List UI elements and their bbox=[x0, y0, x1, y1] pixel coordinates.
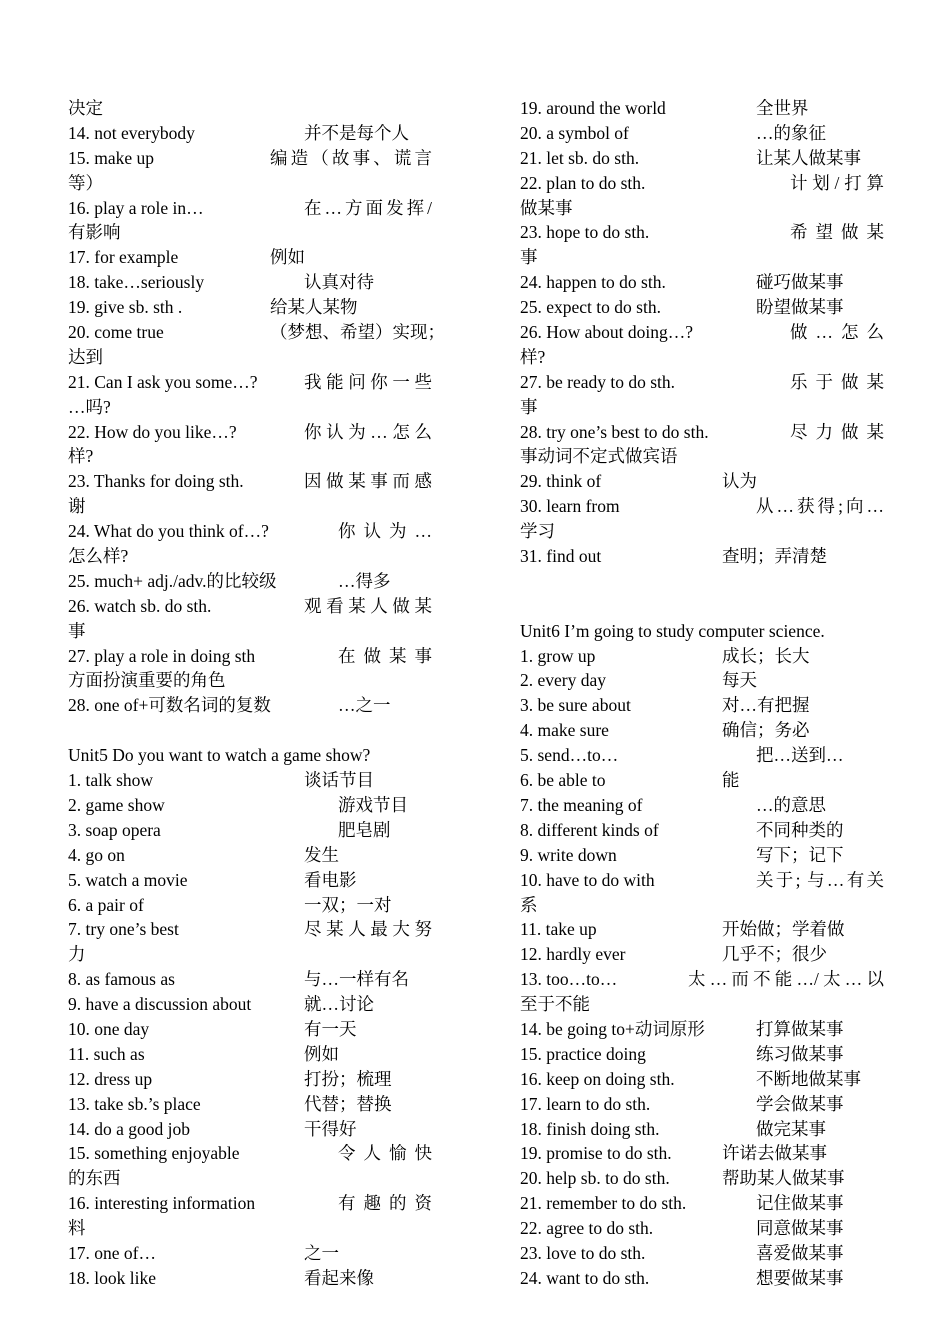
list-item bbox=[520, 420, 884, 445]
meaning-text: 观看某人做某 bbox=[304, 595, 432, 616]
list-item bbox=[520, 395, 884, 420]
list-item bbox=[68, 1117, 432, 1142]
list-item bbox=[68, 420, 432, 445]
phrase-text: 27. play a role in doing sth bbox=[68, 645, 256, 666]
meaning-text: 认真对待 bbox=[304, 272, 374, 293]
list-item bbox=[520, 96, 884, 121]
phrase-text: 14. not everybody bbox=[68, 122, 195, 143]
phrase-text: 4. go on bbox=[68, 844, 125, 865]
meaning-text: 令人愉快 bbox=[338, 1143, 432, 1164]
list-item bbox=[520, 519, 884, 544]
right-column bbox=[520, 96, 884, 1291]
phrase-text: 8. as famous as bbox=[68, 969, 175, 990]
phrase-text: 19. promise to do sth. bbox=[520, 1143, 672, 1164]
list-item bbox=[68, 220, 432, 245]
list-item bbox=[68, 494, 432, 519]
phrase-text: 18. take…seriously bbox=[68, 272, 205, 293]
phrase-text: 有影响 bbox=[68, 222, 121, 243]
phrase-text: 24. want to do sth. bbox=[520, 1267, 650, 1288]
phrase-text: 怎么样? bbox=[68, 546, 129, 567]
phrase-text: 20. a symbol of bbox=[520, 122, 629, 143]
list-item bbox=[68, 519, 432, 544]
list-item bbox=[520, 818, 884, 843]
list-item bbox=[520, 768, 884, 793]
phrase-text: 5. send…to… bbox=[520, 745, 619, 766]
meaning-text: …的象征 bbox=[756, 122, 826, 143]
phrase-text: 1. talk show bbox=[68, 770, 154, 791]
meaning-text: 你认为…怎么 bbox=[304, 421, 432, 442]
phrase-text: 23. hope to do sth. bbox=[520, 222, 650, 243]
list-item bbox=[520, 469, 884, 494]
list-item bbox=[68, 1092, 432, 1117]
list-item bbox=[68, 1141, 432, 1166]
meaning-text: …之一 bbox=[338, 695, 391, 716]
phrase-text: 17. for example bbox=[68, 247, 179, 268]
phrase-text: 谢 bbox=[68, 496, 86, 517]
phrase-text: 达到 bbox=[68, 346, 103, 367]
phrase-text: 15. something enjoyable bbox=[68, 1143, 240, 1164]
list-item bbox=[520, 793, 884, 818]
list-item bbox=[68, 96, 432, 121]
phrase-text: 22. How do you like…? bbox=[68, 421, 237, 442]
list-item bbox=[68, 868, 432, 893]
phrase-text: 21. let sb. do sth. bbox=[520, 147, 640, 168]
phrase-text: 10. have to do with bbox=[520, 869, 655, 890]
unit5-heading: Unit5 Do you want to watch a game show? bbox=[68, 745, 371, 766]
meaning-text: 计划/打算 bbox=[790, 172, 884, 193]
meaning-text: 写下；记下 bbox=[756, 844, 844, 865]
meaning-text: 给某人某物 bbox=[270, 297, 358, 318]
meaning-text: 因做某事而感 bbox=[304, 471, 432, 492]
list-item bbox=[68, 917, 432, 942]
list-item bbox=[520, 245, 884, 270]
meaning-text: 尽某人最大努 bbox=[304, 919, 432, 940]
list-item bbox=[68, 171, 432, 196]
phrase-text: 事 bbox=[68, 620, 86, 641]
phrase-text: 7. the meaning of bbox=[520, 794, 643, 815]
meaning-text: 能 bbox=[722, 770, 740, 791]
list-item bbox=[68, 1241, 432, 1266]
list-item bbox=[68, 320, 445, 345]
list-item bbox=[520, 220, 884, 245]
phrase-text: 12. dress up bbox=[68, 1068, 153, 1089]
list-item bbox=[68, 1216, 432, 1241]
list-item bbox=[68, 196, 432, 221]
list-item bbox=[520, 494, 884, 519]
list-item bbox=[68, 295, 432, 320]
meaning-text: 做完某事 bbox=[756, 1118, 826, 1139]
list-item bbox=[520, 544, 884, 569]
list-item bbox=[520, 992, 884, 1017]
meaning-text: 盼望做某事 bbox=[756, 297, 844, 318]
phrase-text: 样? bbox=[68, 446, 94, 467]
list-item bbox=[68, 967, 432, 992]
phrase-text: 力 bbox=[68, 944, 86, 965]
meaning-text: 练习做某事 bbox=[756, 1043, 844, 1064]
phrase-text: 19. give sb. sth . bbox=[68, 297, 183, 318]
phrase-text: 16. interesting information bbox=[68, 1193, 256, 1214]
meaning-text: 许诺去做某事 bbox=[722, 1143, 827, 1164]
phrase-text: 5. watch a movie bbox=[68, 869, 188, 890]
unit6-heading: Unit6 I’m going to study computer science. bbox=[520, 620, 825, 641]
meaning-text: 全世界 bbox=[756, 98, 809, 118]
list-item bbox=[68, 668, 432, 693]
phrase-text: 14. be going to+动词原形 bbox=[520, 1018, 705, 1039]
meaning-text: …得多 bbox=[338, 570, 391, 591]
list-item bbox=[68, 893, 432, 918]
phrase-text: 17. one of… bbox=[68, 1242, 156, 1263]
meaning-text: 太…而不能…/太…以 bbox=[688, 969, 884, 990]
list-item bbox=[68, 793, 432, 818]
phrase-text: 2. every day bbox=[520, 670, 607, 691]
meaning-text: 乐于做某 bbox=[790, 371, 884, 392]
meaning-text: 肥皂剧 bbox=[338, 819, 391, 840]
meaning-text: 从…获得;向… bbox=[756, 496, 884, 517]
list-item bbox=[68, 1191, 432, 1216]
phrase-text: 3. soap opera bbox=[68, 819, 161, 840]
phrase-text: 21. Can I ask you some…? bbox=[68, 371, 258, 392]
list-item bbox=[68, 1017, 432, 1042]
list-item bbox=[68, 245, 432, 270]
phrase-text: 样? bbox=[520, 346, 546, 367]
list-item bbox=[520, 718, 884, 743]
meaning-text: 记住做某事 bbox=[756, 1193, 844, 1214]
list-item bbox=[520, 196, 884, 221]
meaning-text: 关于; 与…有关 bbox=[756, 869, 884, 890]
phrase-text: 30. learn from bbox=[520, 496, 620, 517]
meaning-text: 看起来像 bbox=[304, 1267, 374, 1288]
list-item bbox=[68, 469, 432, 494]
meaning-text: 谈话节目 bbox=[304, 770, 374, 791]
list-item bbox=[520, 345, 884, 370]
meaning-text: 同意做某事 bbox=[756, 1218, 844, 1239]
list-item bbox=[520, 743, 884, 768]
list-item bbox=[520, 1067, 884, 1092]
meaning-text: 例如 bbox=[270, 247, 305, 268]
list-item bbox=[68, 1166, 432, 1191]
meaning-text: 打算做某事 bbox=[756, 1018, 844, 1039]
meaning-text: 喜爱做某事 bbox=[756, 1242, 844, 1263]
phrase-text: 25. much+ adj./adv.的比较级 bbox=[68, 570, 277, 591]
phrase-text: 8. different kinds of bbox=[520, 819, 659, 840]
list-item bbox=[520, 270, 884, 295]
phrase-text: 25. expect to do sth. bbox=[520, 297, 661, 318]
meaning-text: （梦想、希望）实现； bbox=[270, 322, 445, 343]
list-item bbox=[520, 893, 884, 918]
meaning-text: 例如 bbox=[304, 1043, 339, 1064]
phrase-text: 3. be sure about bbox=[520, 695, 631, 716]
meaning-text: 并不是每个人 bbox=[304, 122, 409, 143]
list-item bbox=[520, 295, 884, 320]
list-item bbox=[68, 270, 432, 295]
list-item bbox=[68, 569, 432, 594]
meaning-text: 认为 bbox=[722, 471, 757, 492]
phrase-text: 1. grow up bbox=[520, 645, 596, 666]
meaning-text: 就…讨论 bbox=[304, 994, 374, 1015]
meaning-text: 做…怎么 bbox=[790, 322, 884, 343]
list-item bbox=[520, 171, 884, 196]
phrase-text: 24. happen to do sth. bbox=[520, 272, 666, 293]
phrase-text: 事动词不定式做宾语 bbox=[520, 446, 678, 467]
list-item bbox=[68, 121, 432, 146]
meaning-text: 看电影 bbox=[304, 869, 357, 890]
list-item bbox=[520, 1017, 884, 1042]
phrase-text: 19. around the world bbox=[520, 98, 666, 118]
meaning-text: 不断地做某事 bbox=[756, 1068, 861, 1089]
list-item bbox=[520, 668, 884, 693]
meaning-text: 有一天 bbox=[304, 1018, 357, 1039]
list-item bbox=[68, 1042, 432, 1067]
list-item bbox=[520, 967, 884, 992]
list-item bbox=[520, 320, 884, 345]
meaning-text: 与…一样有名 bbox=[304, 969, 409, 990]
list-item bbox=[520, 1216, 884, 1241]
phrase-text: 系 bbox=[520, 894, 538, 915]
meaning-text: 打扮；梳理 bbox=[304, 1068, 392, 1089]
meaning-text: 学会做某事 bbox=[756, 1093, 844, 1114]
meaning-text: 开始做；学着做 bbox=[722, 919, 845, 940]
meaning-text: 干得好 bbox=[304, 1118, 357, 1139]
meaning-text: 有趣的资 bbox=[338, 1193, 432, 1214]
meaning-text: 一双；一对 bbox=[304, 894, 392, 915]
meaning-text: 对…有把握 bbox=[722, 695, 810, 716]
phrase-text: 做某事 bbox=[520, 197, 573, 218]
phrase-text: 13. take sb.’s place bbox=[68, 1093, 201, 1114]
phrase-text: 等） bbox=[68, 172, 103, 193]
meaning-text: 我能问你一些 bbox=[304, 371, 432, 392]
phrase-text: 9. have a discussion about bbox=[68, 994, 252, 1015]
list-item bbox=[520, 868, 884, 893]
phrase-text: 学习 bbox=[520, 521, 555, 542]
phrase-text: 20. help sb. to do sth. bbox=[520, 1168, 670, 1189]
phrase-text: 14. do a good job bbox=[68, 1118, 191, 1139]
list-item bbox=[520, 942, 884, 967]
list-item bbox=[520, 1266, 884, 1291]
list-item bbox=[520, 693, 884, 718]
list-item bbox=[520, 843, 884, 868]
spacer bbox=[68, 718, 432, 743]
list-item bbox=[520, 644, 884, 669]
list-item bbox=[520, 121, 884, 146]
list-item bbox=[68, 843, 432, 868]
list-item bbox=[68, 619, 432, 644]
meaning-text: 想要做某事 bbox=[756, 1267, 844, 1288]
phrase-text: 11. take up bbox=[520, 919, 597, 940]
spacer bbox=[520, 569, 884, 594]
meaning-text: 你认为… bbox=[338, 521, 432, 542]
phrase-text: 事 bbox=[520, 247, 538, 268]
phrase-text: 23. Thanks for doing sth. bbox=[68, 471, 244, 492]
phrase-text: 的东西 bbox=[68, 1168, 121, 1189]
list-item bbox=[68, 768, 432, 793]
phrase-text: 12. hardly ever bbox=[520, 944, 626, 965]
meaning-text: 游戏节目 bbox=[338, 794, 408, 815]
phrase-text: 20. come true bbox=[68, 322, 164, 343]
meaning-text: 帮助某人做某事 bbox=[722, 1168, 845, 1189]
phrase-text: 28. one of+可数名词的复数 bbox=[68, 695, 271, 716]
phrase-text: 27. be ready to do sth. bbox=[520, 371, 676, 392]
phrase-text: 6. be able to bbox=[520, 770, 606, 791]
meaning-text: 查明；弄清楚 bbox=[722, 546, 827, 567]
phrase-text: 22. agree to do sth. bbox=[520, 1218, 654, 1239]
list-item bbox=[68, 942, 432, 967]
list-item bbox=[520, 1092, 884, 1117]
phrase-text: 11. such as bbox=[68, 1043, 145, 1064]
meaning-text: 几乎不；很少 bbox=[722, 944, 827, 965]
meaning-text: 成长；长大 bbox=[722, 645, 810, 666]
phrase-text: 29. think of bbox=[520, 471, 602, 492]
meaning-text: 每天 bbox=[722, 670, 757, 691]
phrase-text: 7. try one’s best bbox=[68, 919, 179, 940]
left-column bbox=[68, 96, 445, 1291]
meaning-text: 编造（故事、谎言 bbox=[270, 147, 432, 168]
spacer bbox=[520, 594, 884, 619]
meaning-text: 之一 bbox=[304, 1242, 339, 1263]
phrase-text: 17. learn to do sth. bbox=[520, 1093, 651, 1114]
meaning-text: 碰巧做某事 bbox=[756, 272, 844, 293]
phrase-text: 料 bbox=[68, 1218, 86, 1239]
phrase-text: 26. How about doing…? bbox=[520, 322, 694, 343]
list-item bbox=[68, 146, 432, 171]
list-item bbox=[68, 594, 432, 619]
meaning-text: 尽力做某 bbox=[790, 421, 884, 442]
list-item bbox=[68, 395, 432, 420]
list-item bbox=[520, 1191, 884, 1216]
meaning-text: 不同种类的 bbox=[756, 819, 844, 840]
phrase-text: 事 bbox=[520, 396, 538, 417]
meaning-text: 发生 bbox=[304, 844, 339, 865]
list-item bbox=[520, 917, 884, 942]
phrase-text: 16. play a role in… bbox=[68, 197, 204, 218]
phrase-text: 28. try one’s best to do sth. bbox=[520, 421, 709, 442]
list-item bbox=[68, 370, 432, 395]
phrase-text: 21. remember to do sth. bbox=[520, 1193, 687, 1214]
list-item bbox=[68, 992, 432, 1017]
phrase-text: 26. watch sb. do sth. bbox=[68, 595, 212, 616]
meaning-text: 把…送到… bbox=[756, 745, 844, 766]
phrase-text: 决定 bbox=[68, 98, 103, 118]
meaning-text: 希望做某 bbox=[790, 222, 884, 243]
phrase-text: 15. practice doing bbox=[520, 1043, 646, 1064]
list-item bbox=[68, 544, 432, 569]
phrase-text: 31. find out bbox=[520, 546, 602, 567]
meaning-text: 在…方面发挥/ bbox=[304, 197, 432, 218]
meaning-text: 确信；务必 bbox=[722, 720, 810, 741]
list-item bbox=[68, 345, 432, 370]
meaning-text: 让某人做某事 bbox=[756, 147, 861, 168]
list-item bbox=[68, 644, 432, 669]
phrase-text: 6. a pair of bbox=[68, 894, 144, 915]
list-item bbox=[68, 444, 432, 469]
list-item bbox=[68, 693, 432, 718]
phrase-text: 18. look like bbox=[68, 1267, 156, 1288]
list-item bbox=[68, 1266, 432, 1291]
phrase-text: 24. What do you think of…? bbox=[68, 521, 269, 542]
list-item bbox=[520, 146, 884, 171]
phrase-text: 16. keep on doing sth. bbox=[520, 1068, 675, 1089]
list-item bbox=[520, 1141, 884, 1166]
phrase-text: 15. make up bbox=[68, 147, 155, 168]
phrase-text: …吗? bbox=[68, 396, 111, 417]
meaning-text: 在做某事 bbox=[338, 645, 432, 666]
list-item bbox=[68, 818, 432, 843]
phrase-text: 9. write down bbox=[520, 844, 617, 865]
list-item bbox=[520, 1117, 884, 1142]
list-item bbox=[68, 1067, 432, 1092]
list-item bbox=[520, 1241, 884, 1266]
meaning-text: …的意思 bbox=[756, 794, 826, 815]
list-item bbox=[520, 1042, 884, 1067]
phrase-text: 23. love to do sth. bbox=[520, 1242, 646, 1263]
phrase-text: 18. finish doing sth. bbox=[520, 1118, 660, 1139]
list-item bbox=[520, 370, 884, 395]
phrase-text: 22. plan to do sth. bbox=[520, 172, 646, 193]
list-item bbox=[520, 1166, 884, 1191]
phrase-text: 4. make sure bbox=[520, 720, 609, 741]
meaning-text: 代替；替换 bbox=[304, 1093, 392, 1114]
phrase-text: 2. game show bbox=[68, 794, 165, 815]
phrase-text: 13. too…to… bbox=[520, 969, 618, 990]
phrase-text: 10. one day bbox=[68, 1018, 150, 1039]
list-item bbox=[520, 444, 884, 469]
phrase-text: 方面扮演重要的角色 bbox=[68, 670, 226, 691]
phrase-text: 至于不能 bbox=[520, 994, 590, 1015]
